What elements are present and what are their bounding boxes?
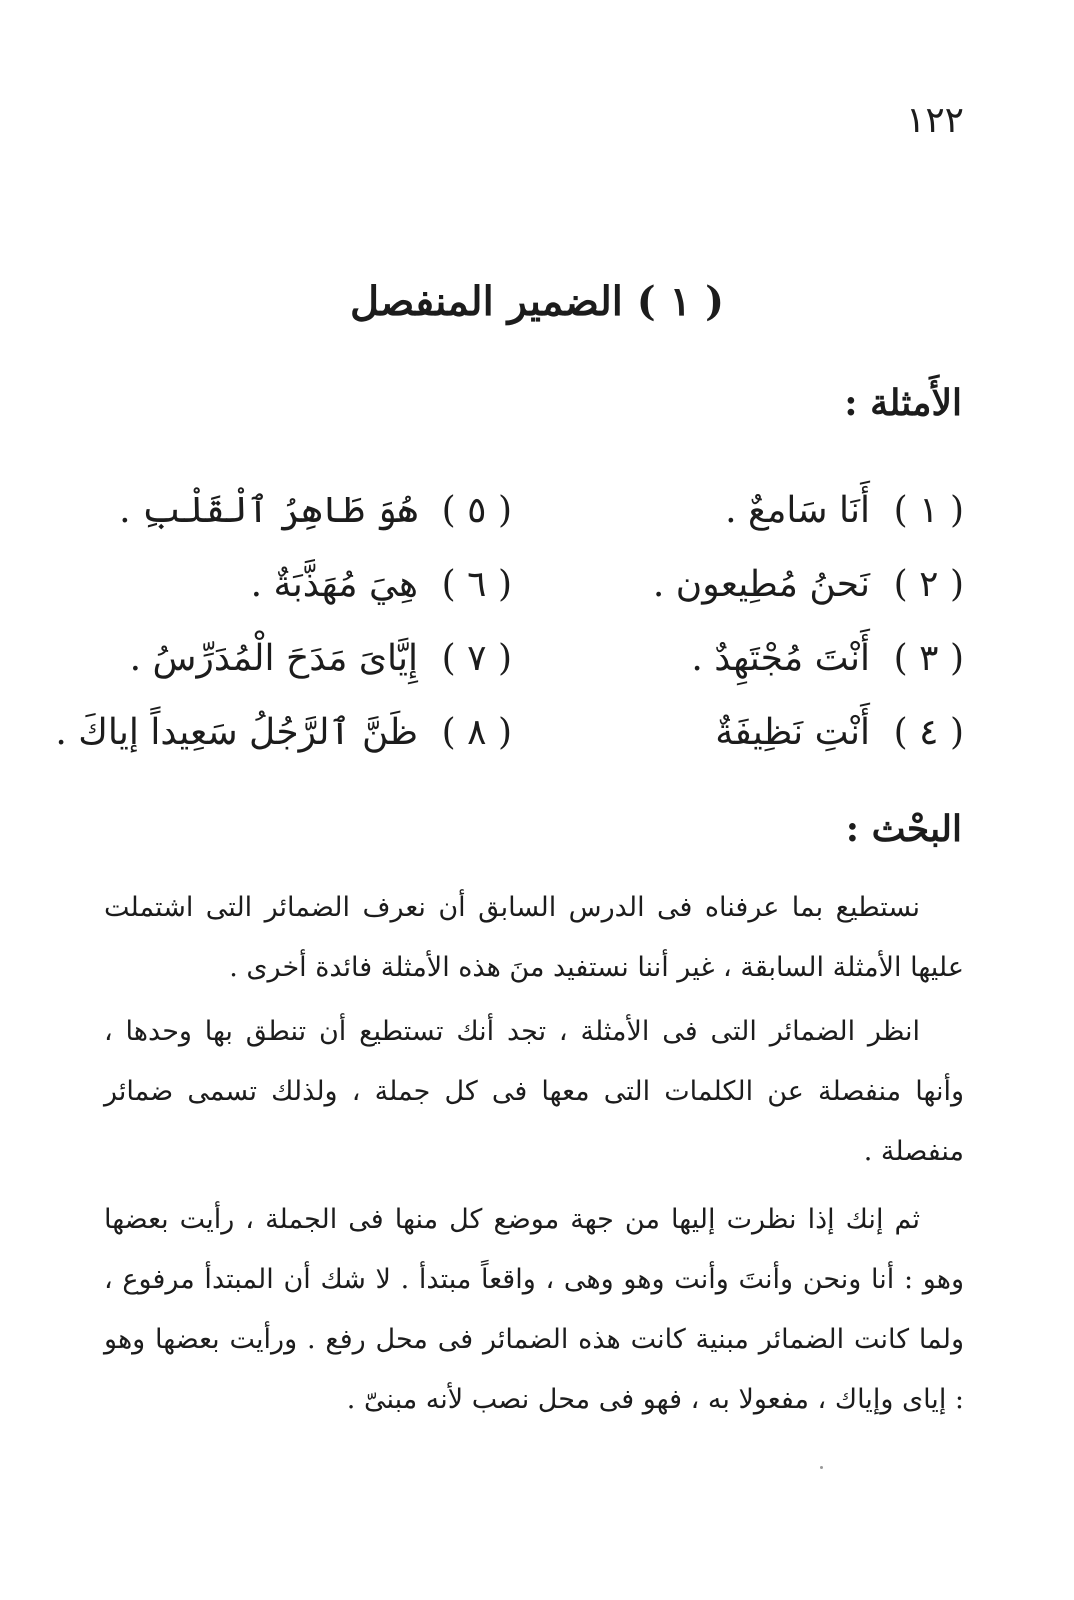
page-number: ١٢٢ [905,100,964,141]
example-item [534,696,964,770]
examples-heading: الأَمثلة : [844,382,962,424]
example-number: ( ٢ ) [893,564,964,605]
example-number: ( ٣ ) [893,638,964,679]
example-number: ( ٦ ) [441,564,512,605]
example-item [534,548,964,622]
example-item [82,474,512,548]
paragraph: نستطيع بما عرفناه فى الدرس السابق أن نعرف الضمائر التى اشتملت عليها الأمثلة السابقة ، غير أننا نستفيد منَ هذه الأمثلة فائدة أخرى . [104,892,964,983]
example-item [82,548,512,622]
example-number: ( ٤ ) [893,712,964,753]
example-number: ( ٧ ) [441,638,512,679]
example-item [534,622,964,696]
example-text: أَنَا سَامعٌ . [725,490,870,531]
paragraph: ثم إنك إذا نظرت إليها من جهة موضع كل منها فى الجملة ، رأيت بعضها وهو : أنا ونحن وأنتَ وأنت وهو وهى ، واقعاً مبتدأ . لا شك أن المبتدأ مرفوع ، ولما كانت الضمائر مبنية كانت هذه الضمائر فى محل رفع . ورأيت بعضها وهو : إياى وإياك ، مفعولا به ، فهو فى محل نصب لأنه مبنىّ . [104,1204,964,1415]
example-item [534,474,964,548]
examples-list [55,474,964,774]
example-number: ( ٨ ) [441,712,512,753]
example-text: أَنْتِ نَظِيفَةٌ [715,712,870,753]
discussion-body [104,878,964,1434]
example-text: هِيَ مُهَذَّبَةٌ . [250,564,418,605]
examples-left-column [55,474,512,770]
examples-right-column [534,474,964,770]
example-text: إِيَّاىَ مَدَحَ الْمُدَرِّسُ . [129,638,418,679]
paragraph: انظر الضمائر التى فى الأمثلة ، تجد أنك تستطيع أن تنطق بها وحدها ، وأنها منفصلة عن الكلمات التى معها فى كل جملة ، ولذلك تسمى ضمائر منفصلة . [104,1016,964,1167]
example-item [82,622,512,696]
example-text: هُوَ طَاهِرُ ٱلْقَلْبِ . [119,490,418,531]
lesson-title: ( ١ ) الضمير المنفصل [349,278,724,325]
example-text: نَحنُ مُطِيعون . [652,564,870,605]
example-number: ( ١ ) [893,490,964,531]
example-item [55,696,512,770]
discussion-heading: البحْث : [845,808,962,850]
scan-speck [820,1466,823,1469]
example-number: ( ٥ ) [441,490,512,531]
example-text: أَنْتَ مُجْتَهِدٌ . [691,638,870,679]
example-text: ظَنَّ ٱلرَّجُلُ سَعِيداً إياكَ . [55,712,418,753]
